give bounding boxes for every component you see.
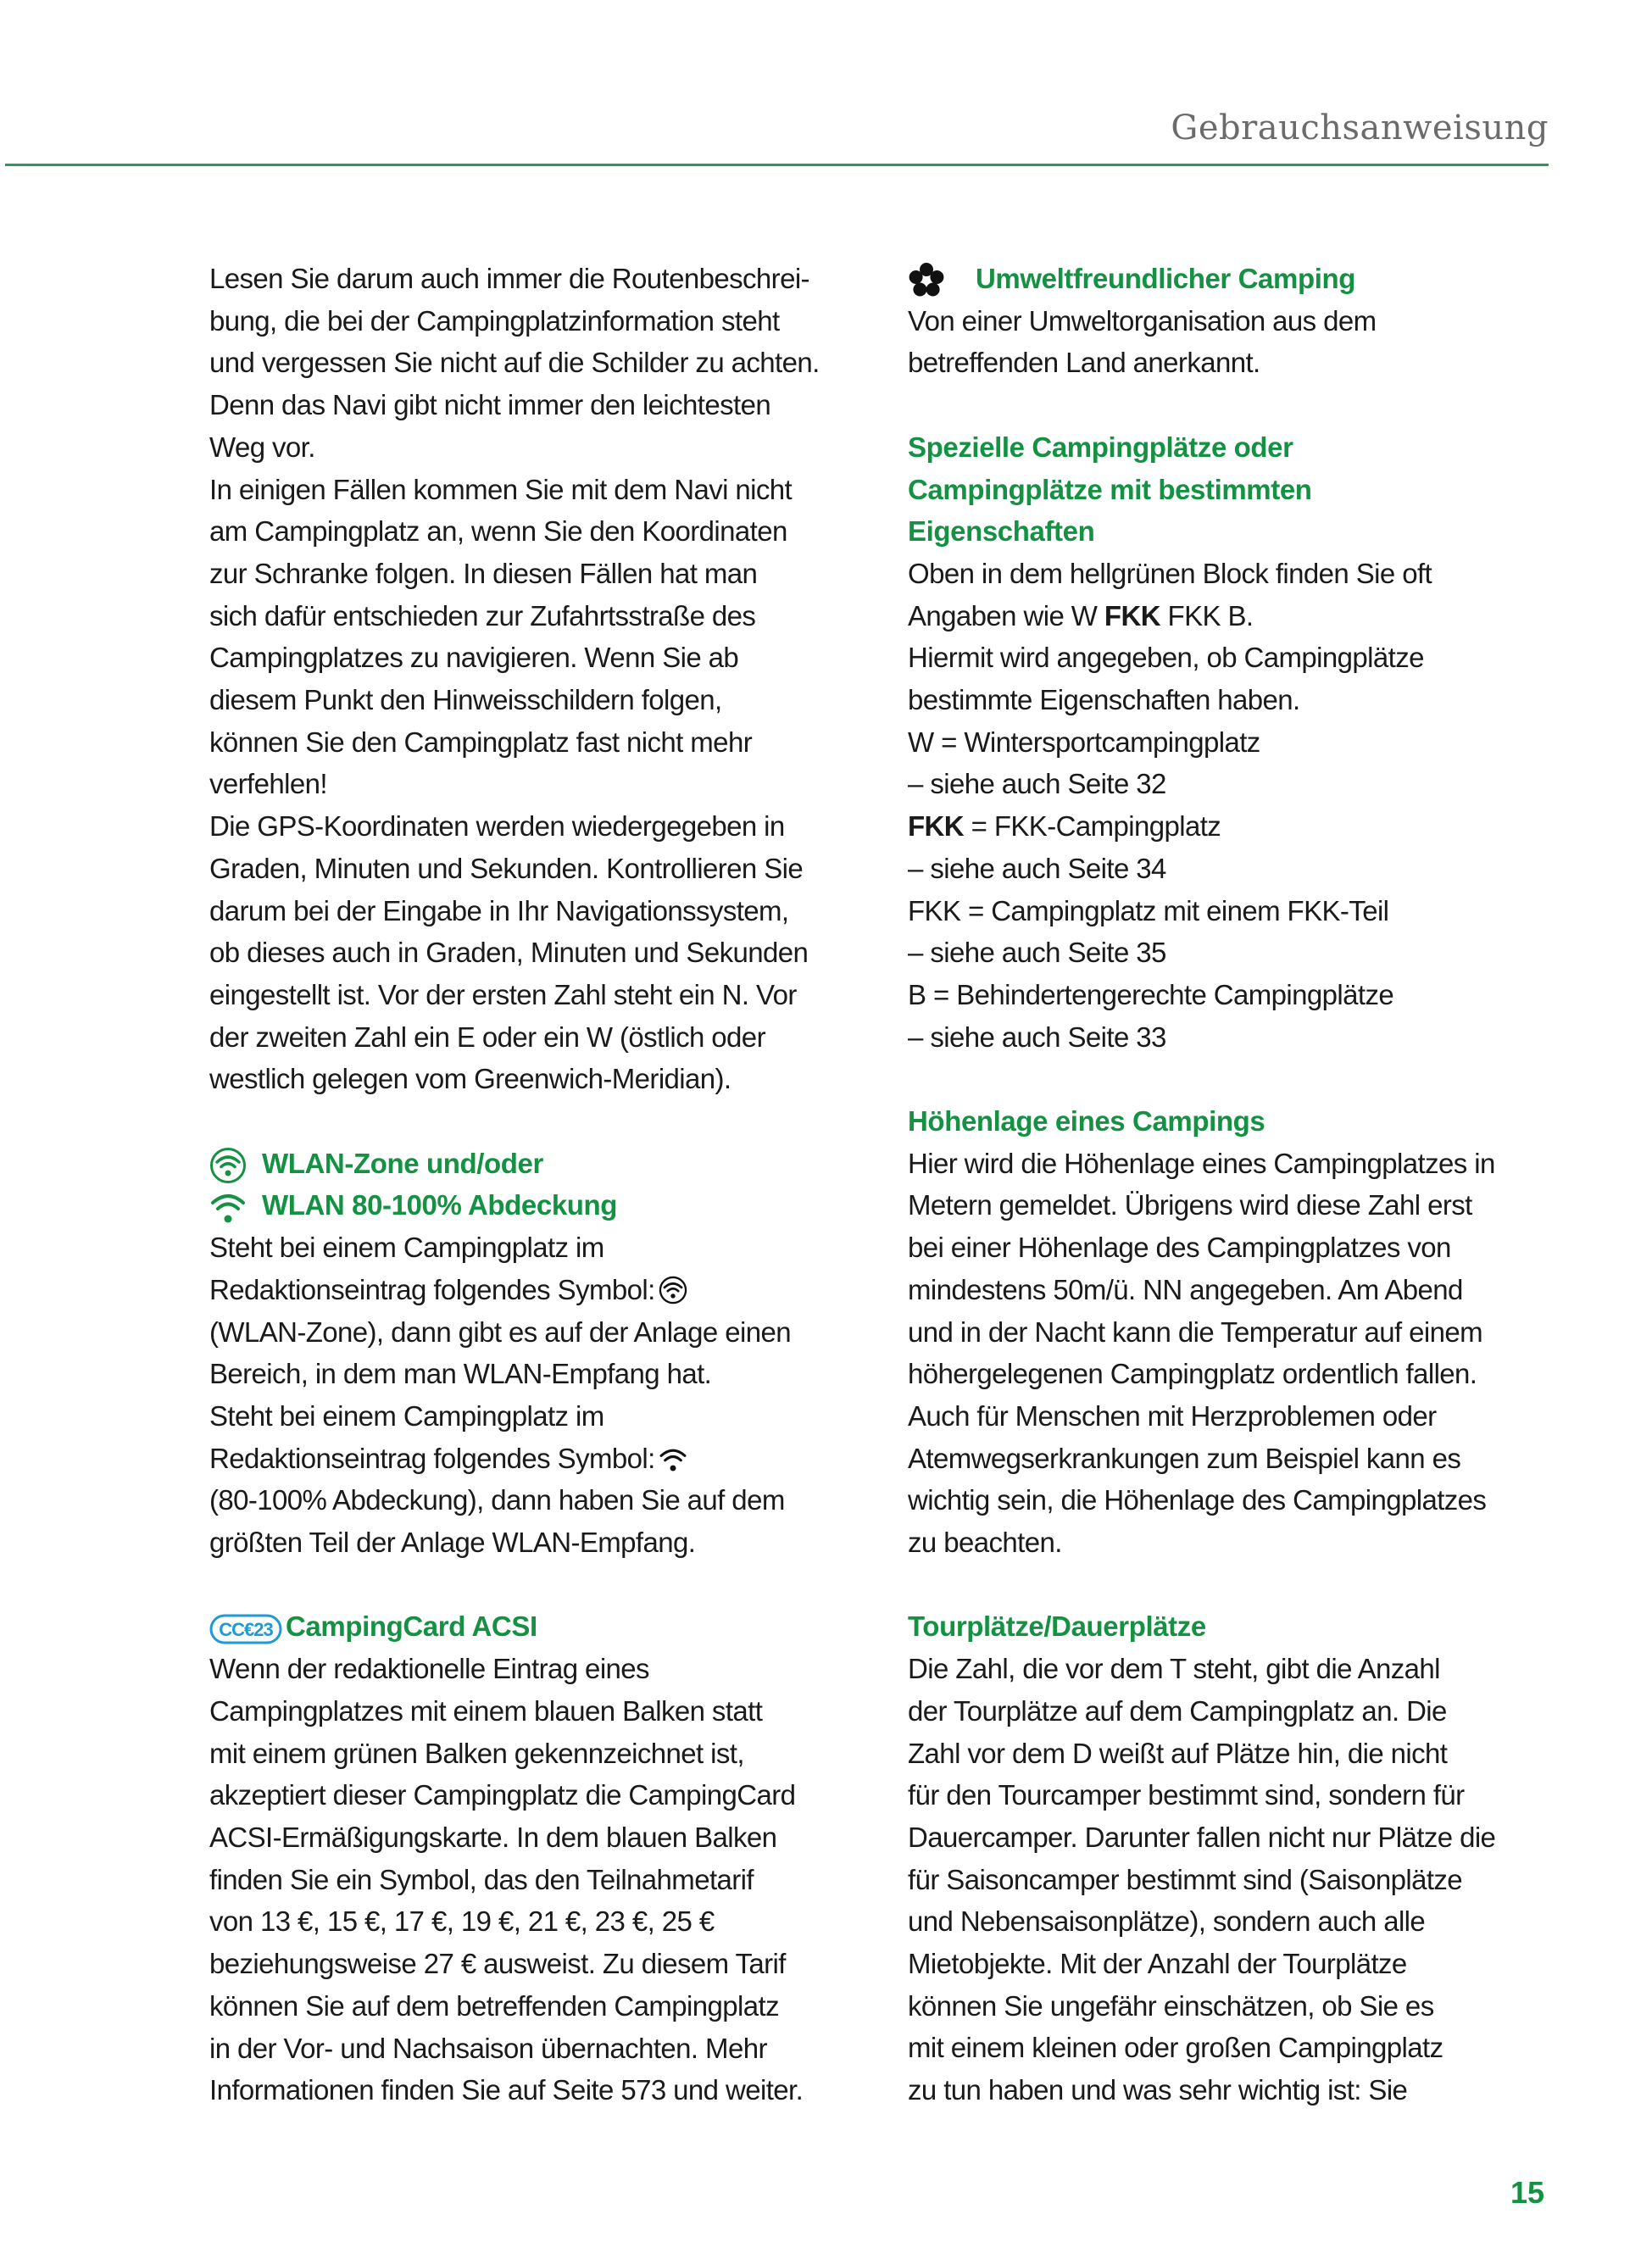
- fkk-bold-label: FKK: [1104, 599, 1160, 631]
- text-line: können Sie auf dem betreffenden Campingplatz: [209, 1989, 779, 2022]
- text-line: Zahl vor dem D weißt auf Plätze hin, die nicht: [908, 1737, 1448, 1769]
- campingcard-section: [209, 1605, 862, 2111]
- text-line: finden Sie ein Symbol, das den Teilnahmetarif: [209, 1863, 754, 1895]
- page-number: 15: [1510, 2175, 1545, 2210]
- text-line: ACSI-Ermäßigungskarte. In dem blauen Balken: [209, 1821, 777, 1853]
- special-heading-line: Spezielle Campingplätze oder: [908, 431, 1293, 463]
- text-line-part: FKK B.: [1160, 599, 1254, 631]
- text-line: ob dieses auch in Graden, Minuten und Sekunden: [209, 937, 809, 969]
- text-line-part: Redaktionseintrag folgendes Symbol:: [209, 1273, 655, 1305]
- text-line: Die GPS-Koordinaten werden wiedergegeben in: [209, 810, 785, 843]
- header-rule: [5, 164, 1549, 166]
- text-line: Steht bei einem Campingplatz im: [209, 1399, 604, 1432]
- text-line: am Campingplatz an, wenn Sie den Koordinaten: [209, 515, 787, 548]
- campingcard-heading: [209, 1605, 862, 1648]
- text-line: Metern gemeldet. Übrigens wird diese Zahl erst: [908, 1189, 1472, 1221]
- spacer: [209, 1564, 862, 1606]
- definition-b: B = Behindertengerechte Campingplätze: [908, 978, 1394, 1010]
- pitches-heading: Tourplätze/Dauerplätze: [908, 1610, 1206, 1643]
- text-line: Informationen finden Sie auf Seite 573 und weiter.: [209, 2074, 804, 2106]
- text-line: (WLAN-Zone), dann gibt es auf der Anlage einen: [209, 1316, 791, 1348]
- altitude-section: [908, 1100, 1560, 1564]
- page-reference: – siehe auch Seite 32: [908, 768, 1166, 800]
- text-line: Wenn der redaktionelle Eintrag eines: [209, 1653, 649, 1685]
- text-line: Von einer Umweltorganisation aus dem: [908, 304, 1377, 337]
- wlan-heading-2: [209, 1184, 862, 1227]
- text-line: [209, 1269, 862, 1311]
- wlan-heading-1-text: WLAN-Zone und/oder: [262, 1147, 543, 1179]
- text-line: Bereich, in dem man WLAN-Empfang hat.: [209, 1358, 712, 1390]
- text-line-part: = FKK-Campingplatz: [964, 810, 1221, 843]
- text-line: diesem Punkt den Hinweisschildern folgen,: [209, 684, 722, 716]
- text-line: Auch für Menschen mit Herzproblemen oder: [908, 1399, 1437, 1432]
- text-line: beziehungsweise 27 € ausweist. Zu diesem Tarif: [209, 1948, 786, 1980]
- text-line: Hiermit wird angegeben, ob Campingplätze: [908, 642, 1424, 674]
- eco-heading-text: Umweltfreundlicher Camping: [976, 263, 1355, 294]
- special-heading-line: Campingplätze mit bestimmten: [908, 473, 1312, 505]
- text-line: darum bei der Eingabe in Ihr Navigationssystem,: [209, 894, 789, 926]
- text-line: in der Vor- und Nachsaison übernachten. Mehr: [209, 2032, 767, 2064]
- text-line: westlich gelegen vom Greenwich-Meridian).: [209, 1063, 731, 1095]
- text-line: für Saisoncamper bestimmt sind (Saisonplätze: [908, 1863, 1463, 1895]
- text-line: Die Zahl, die vor dem T steht, gibt die Anzahl: [908, 1653, 1440, 1685]
- special-heading-line: Eigenschaften: [908, 515, 1095, 548]
- text-line: Graden, Minuten und Sekunden. Kontrollieren Sie: [209, 852, 804, 884]
- text-line: Campingplatzes zu navigieren. Wenn Sie ab: [209, 642, 739, 674]
- text-line: [908, 595, 1560, 637]
- altitude-heading: Höhenlage eines Campings: [908, 1105, 1265, 1138]
- text-line: Campingplatzes mit einem blauen Balken statt: [209, 1694, 763, 1727]
- text-line: der Tourplätze auf dem Campingplatz an. Die: [908, 1694, 1447, 1727]
- definition-fkk: [908, 805, 1560, 848]
- text-line: wichtig sein, die Höhenlage des Campingplatzes: [908, 1484, 1487, 1516]
- page-reference: – siehe auch Seite 33: [908, 1021, 1166, 1053]
- text-line: mit einem grünen Balken gekennzeichnet ist,: [209, 1737, 744, 1769]
- text-line-part: Redaktionseintrag folgendes Symbol:: [209, 1442, 655, 1474]
- text-line: bestimmte Eigenschaften haben.: [908, 684, 1300, 716]
- text-line: bei einer Höhenlage des Campingplatzes von: [908, 1232, 1451, 1264]
- text-line: akzeptiert dieser Campingplatz die CampingCard: [209, 1779, 796, 1811]
- running-head: Gebrauchsanweisung: [1171, 108, 1549, 147]
- text-line: Mietobjekte. Mit der Anzahl der Tourplätze: [908, 1948, 1407, 1980]
- definition-w: W = Wintersportcampingplatz: [908, 726, 1260, 758]
- text-line: Steht bei einem Campingplatz im: [209, 1232, 604, 1264]
- wifi-icon: [659, 1446, 687, 1473]
- right-column: [908, 258, 1560, 2111]
- campingcard-badge-icon: [209, 1614, 286, 1644]
- text-line: von 13 €, 15 €, 17 €, 19 €, 21 €, 23 €, 25 €: [209, 1905, 715, 1938]
- text-line: und Nebensaisonplätze), sondern auch alle: [908, 1905, 1426, 1938]
- text-line: Atemwegserkrankungen zum Beispiel kann es: [908, 1442, 1461, 1474]
- eco-heading: [908, 258, 1560, 300]
- eco-section: [908, 258, 1560, 384]
- text-line: und in der Nacht kann die Temperatur auf einem: [908, 1316, 1483, 1348]
- text-line: eingestellt ist. Vor der ersten Zahl steht ein N. Vor: [209, 978, 797, 1010]
- fkk-bold-label: FKK: [908, 810, 965, 843]
- text-line: höhergelegenen Campingplatz ordentlich fallen.: [908, 1358, 1477, 1390]
- text-line: können Sie ungefähr einschätzen, ob Sie es: [908, 1989, 1434, 2022]
- svg-text:CC€23: CC€23: [219, 1618, 273, 1640]
- spacer: [209, 1100, 862, 1143]
- wlan-section: [209, 1143, 862, 1564]
- text-line: der zweiten Zahl ein E oder ein W (östlich oder: [209, 1021, 765, 1053]
- wifi-icon: [209, 1191, 262, 1225]
- text-line: Dauercamper. Darunter fallen nicht nur Plätze die: [908, 1821, 1496, 1853]
- page-reference: – siehe auch Seite 34: [908, 852, 1166, 884]
- intro-paragraph: [209, 258, 862, 1100]
- text-line-part: Angaben wie W: [908, 599, 1104, 631]
- text-line: Denn das Navi gibt nicht immer den leichtesten: [209, 389, 771, 421]
- text-line: In einigen Fällen kommen Sie mit dem Navi nicht: [209, 473, 793, 505]
- pitches-section: [908, 1605, 1560, 2111]
- text-line: [209, 1438, 862, 1480]
- text-line: Hier wird die Höhenlage eines Campingplatzes in: [908, 1147, 1495, 1179]
- page-reference: – siehe auch Seite 35: [908, 937, 1166, 969]
- text-line: Lesen Sie darum auch immer die Routenbeschrei-: [209, 263, 809, 294]
- text-line: mit einem kleinen oder großen Campingplatz: [908, 2032, 1443, 2064]
- text-line: zu tun haben und was sehr wichtig ist: Sie: [908, 2074, 1408, 2106]
- spacer: [908, 1058, 1560, 1100]
- text-line: sich dafür entschieden zur Zufahrtsstraße des: [209, 599, 756, 631]
- text-line: (80-100% Abdeckung), dann haben Sie auf dem: [209, 1484, 785, 1516]
- spacer: [908, 1564, 1560, 1606]
- text-line: bung, die bei der Campingplatzinformation steht: [209, 304, 780, 337]
- text-line: größten Teil der Anlage WLAN-Empfang.: [209, 1527, 696, 1559]
- text-line: für den Tourcamper bestimmt sind, sondern für: [908, 1779, 1465, 1811]
- wlan-heading-2-text: WLAN 80-100% Abdeckung: [262, 1189, 618, 1221]
- definition-fkk-part: FKK = Campingplatz mit einem FKK-Teil: [908, 894, 1389, 926]
- left-column: [209, 258, 862, 2111]
- text-line: Weg vor.: [209, 431, 315, 463]
- text-line: betreffenden Land anerkannt.: [908, 347, 1260, 379]
- special-section: [908, 426, 1560, 1059]
- spacer: [908, 384, 1560, 426]
- wifi-circle-icon: [209, 1147, 262, 1184]
- text-line: verfehlen!: [209, 768, 327, 800]
- text-line: zu beachten.: [908, 1527, 1062, 1559]
- wlan-heading-1: [209, 1143, 862, 1185]
- flower-icon: [908, 262, 976, 299]
- wifi-circle-icon: [659, 1276, 687, 1305]
- text-line: und vergessen Sie nicht auf die Schilder zu achten.: [209, 347, 820, 379]
- text-line: Oben in dem hellgrünen Block finden Sie oft: [908, 557, 1432, 589]
- text-line: mindestens 50m/ü. NN angegeben. Am Abend: [908, 1273, 1463, 1305]
- campingcard-heading-text: CampingCard ACSI: [286, 1610, 537, 1643]
- text-line: können Sie den Campingplatz fast nicht mehr: [209, 726, 753, 758]
- text-line: zur Schranke folgen. In diesen Fällen hat man: [209, 557, 758, 589]
